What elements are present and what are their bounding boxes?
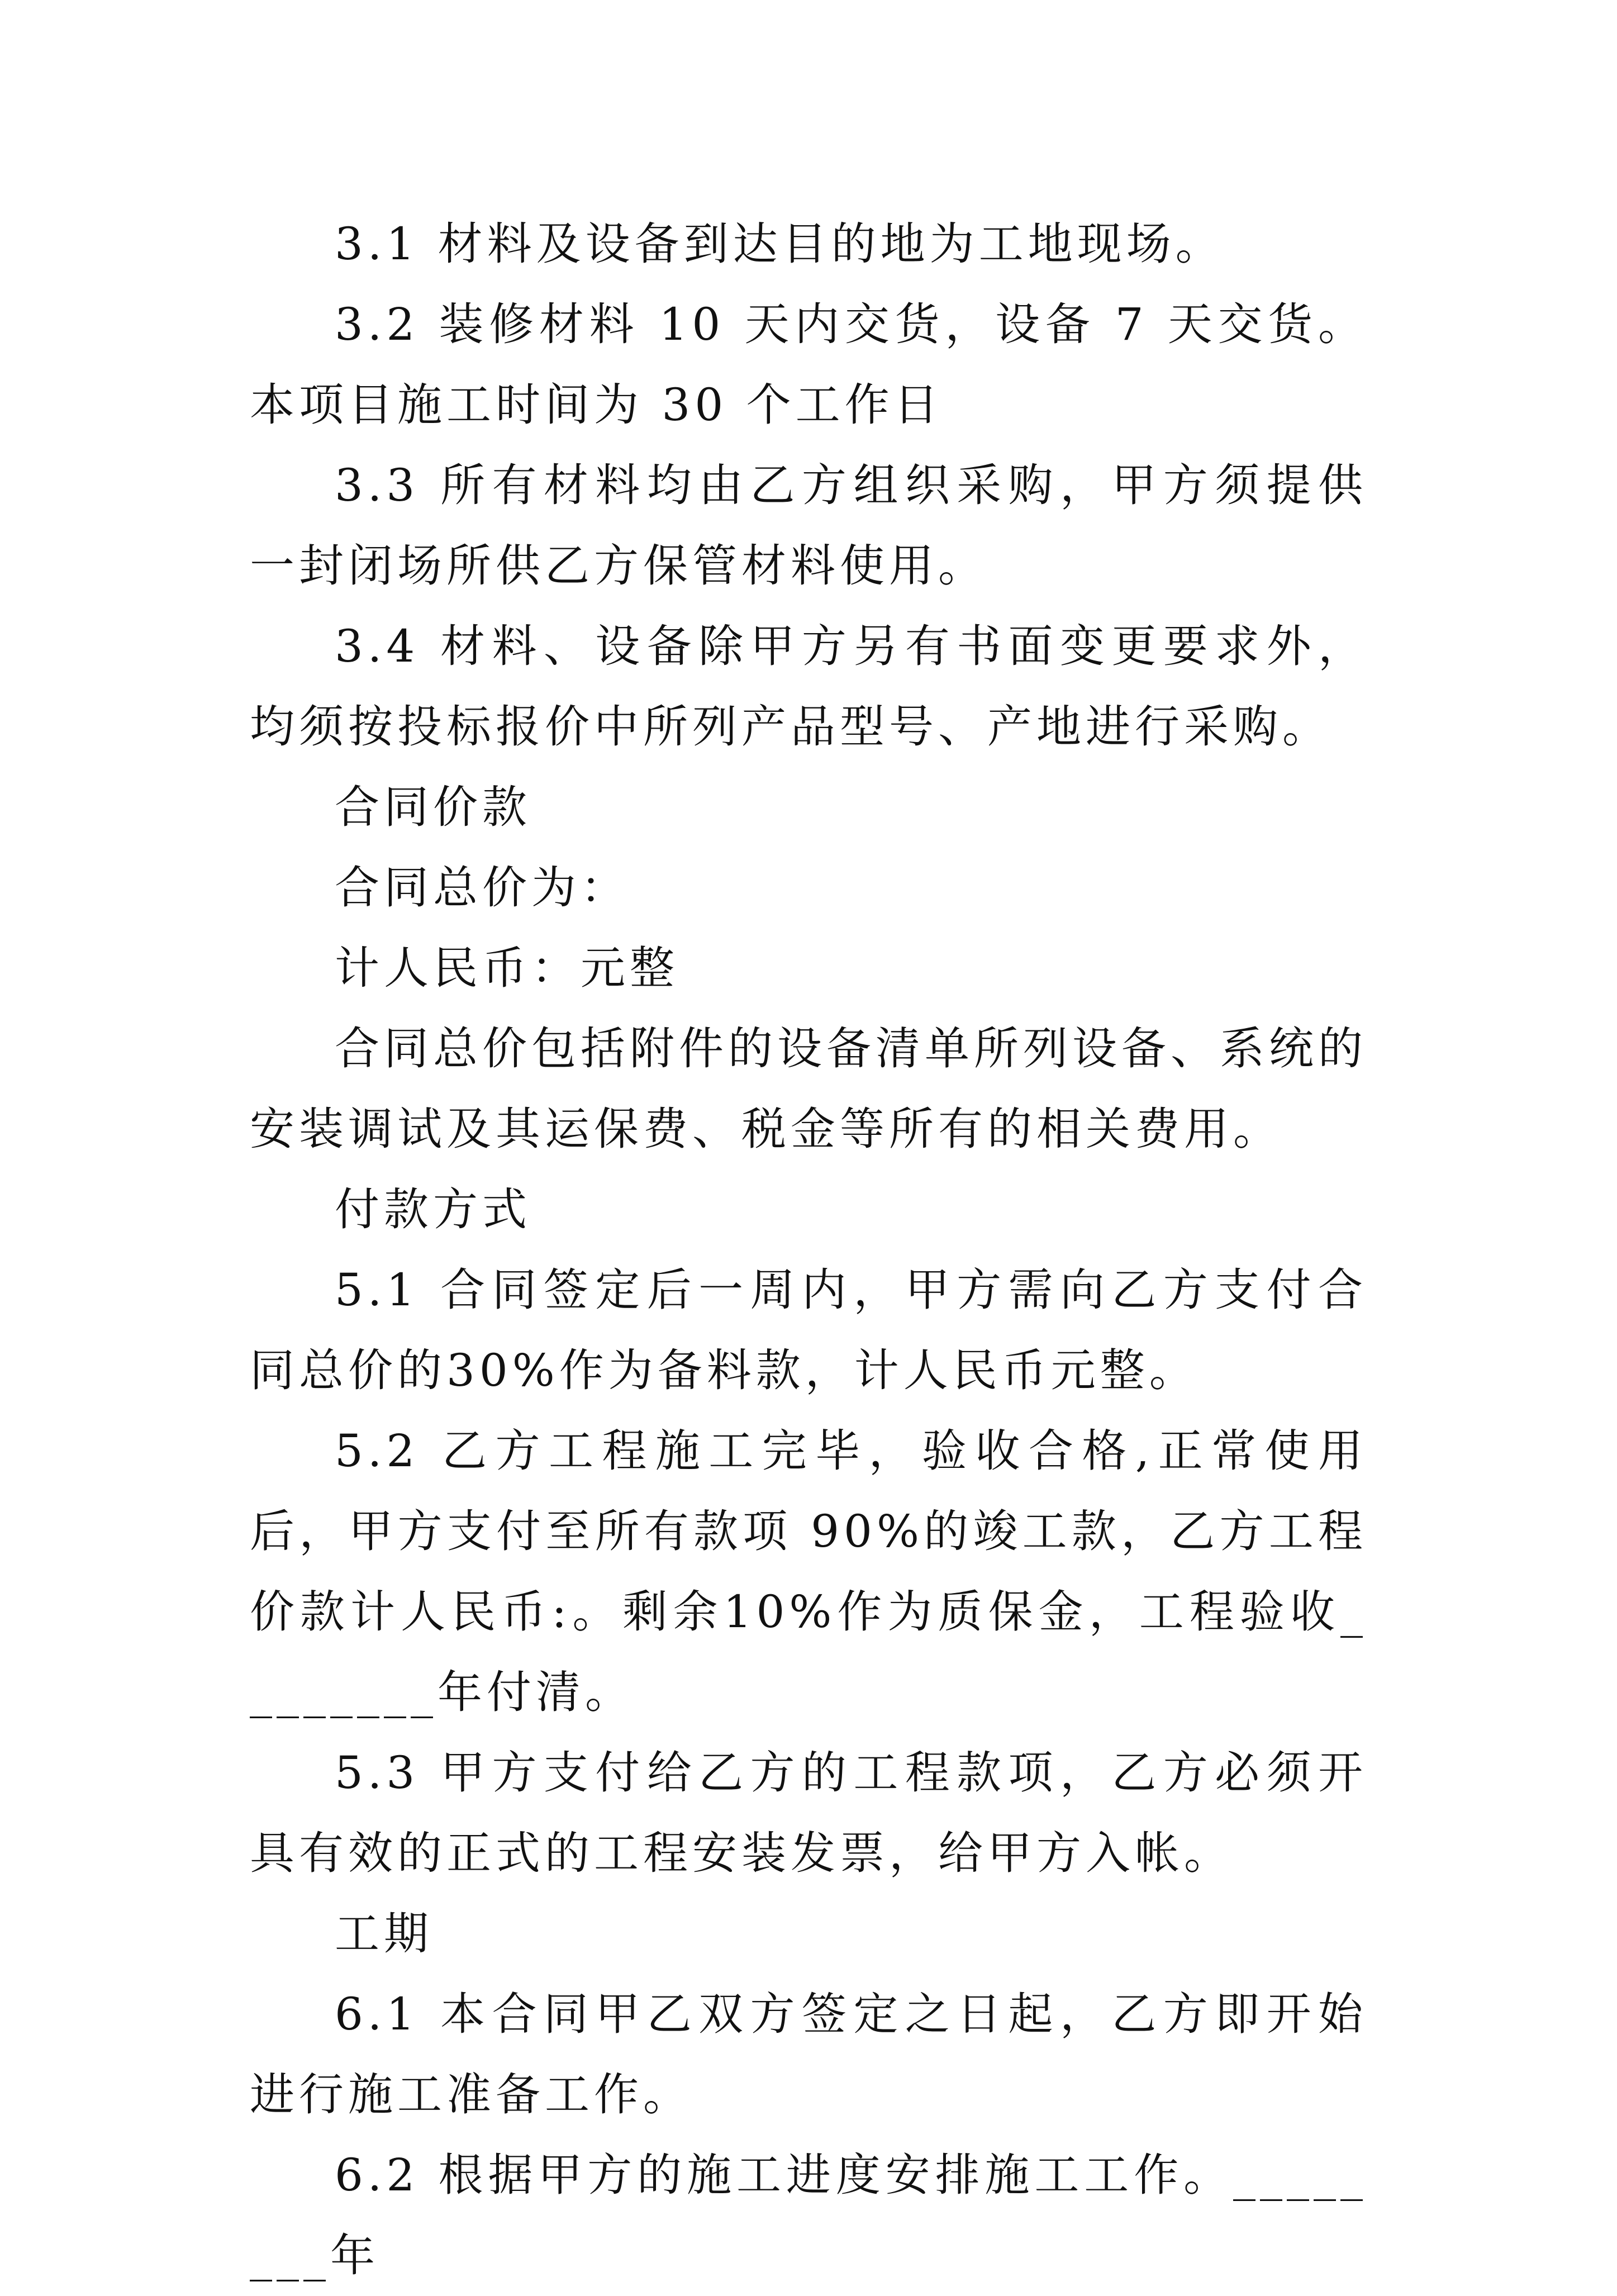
clause-5-2: 5.2 乙方工程施工完毕，验收合格,正常使用后，甲方支付至所有款项 90%的竣工款，乙方工程价款计人民币:。剩余10%作为质保金，工程验收________年付清。 xyxy=(250,1425,1367,1718)
clause-3-1: 3.1 材料及设备到达目的地为工地现场。 xyxy=(335,218,1225,270)
clause-5-1: 5.1 合同签定后一周内，甲方需向乙方支付合同总价的30%作为备料款，计人民币元整。 xyxy=(250,1264,1367,1396)
contract-price-scope: 合同总价包括附件的设备清单所列设备、系统的安装调试及其运保费、税金等所有的相关费用。 xyxy=(250,1023,1367,1155)
clause-3-3: 3.3 所有材料均由乙方组织采购，甲方须提供一封闭场所供乙方保管材料使用。 xyxy=(250,459,1367,592)
clause-3-4: 3.4 材料、设备除甲方另有书面变更要求外，均须按投标报价中所列产品型号、产地进行采购。 xyxy=(250,620,1367,753)
clause-6-2: 6.2 根据甲方的施工进度安排施工工作。________年 xyxy=(250,2149,1367,2281)
contract-total-price: 合同总价为： xyxy=(335,862,630,914)
clause-3-2: 3.2 装修材料 10 天内交货，设备 7 天交货。本项目施工时间为 30 个工作日 xyxy=(250,298,1367,431)
section-heading-schedule: 工期 xyxy=(335,1908,433,1960)
section-heading-payment: 付款方式 xyxy=(335,1183,531,1235)
section-heading-contract-price: 合同价款 xyxy=(335,781,531,833)
document-body xyxy=(250,204,1367,2296)
clause-6-1: 6.1 本合同甲乙双方签定之日起，乙方即开始进行施工准备工作。 xyxy=(250,1988,1367,2121)
clause-5-3: 5.3 甲方支付给乙方的工程款项，乙方必须开具有效的正式的工程安装发票，给甲方入帐。 xyxy=(250,1747,1367,1879)
contract-rmb-amount: 计人民币：元整 xyxy=(335,942,679,994)
